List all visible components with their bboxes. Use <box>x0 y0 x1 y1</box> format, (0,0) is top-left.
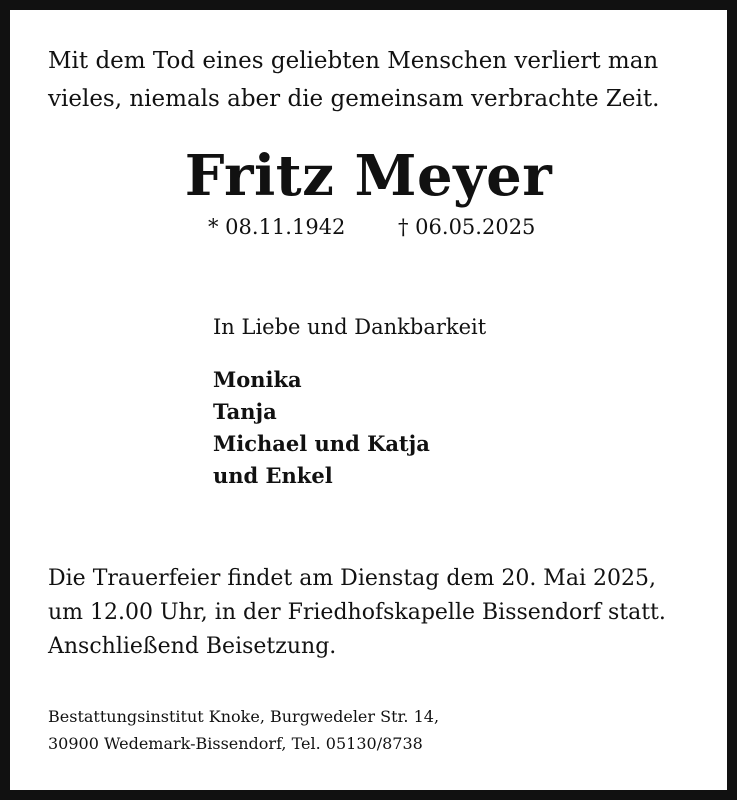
dedication-text: In Liebe und Dankbarkeit <box>213 315 487 339</box>
service-line: Anschließend Beisetzung. <box>48 634 337 659</box>
birth-date: * 08.11.1942 <box>208 215 346 239</box>
service-line: um 12.00 Uhr, in der Friedhofskapelle Bissendorf statt. <box>48 600 666 625</box>
funeral-home-line: Bestattungsinstitut Knoke, Burgwedeler Str. 14, <box>48 707 440 726</box>
family-member: Tanja <box>213 399 277 424</box>
family-member: Michael und Katja <box>213 431 430 456</box>
deceased-name: Fritz Meyer <box>184 143 553 209</box>
service-line: Die Trauerfeier findet am Dienstag dem 20. Mai 2025, <box>48 566 656 591</box>
intro-quote <box>48 42 688 118</box>
service-info <box>48 562 708 664</box>
family-member: Monika <box>213 367 302 392</box>
funeral-home-line: 30900 Wedemark-Bissendorf, Tel. 05130/8738 <box>48 734 423 753</box>
family-member: und Enkel <box>213 463 333 488</box>
family-list <box>213 364 430 492</box>
death-date: † 06.05.2025 <box>398 215 536 239</box>
funeral-home-info <box>48 703 688 757</box>
intro-line: Mit dem Tod eines geliebten Menschen verliert man <box>48 48 659 74</box>
intro-line: vieles, niemals aber die gemeinsam verbrachte Zeit. <box>48 86 660 112</box>
